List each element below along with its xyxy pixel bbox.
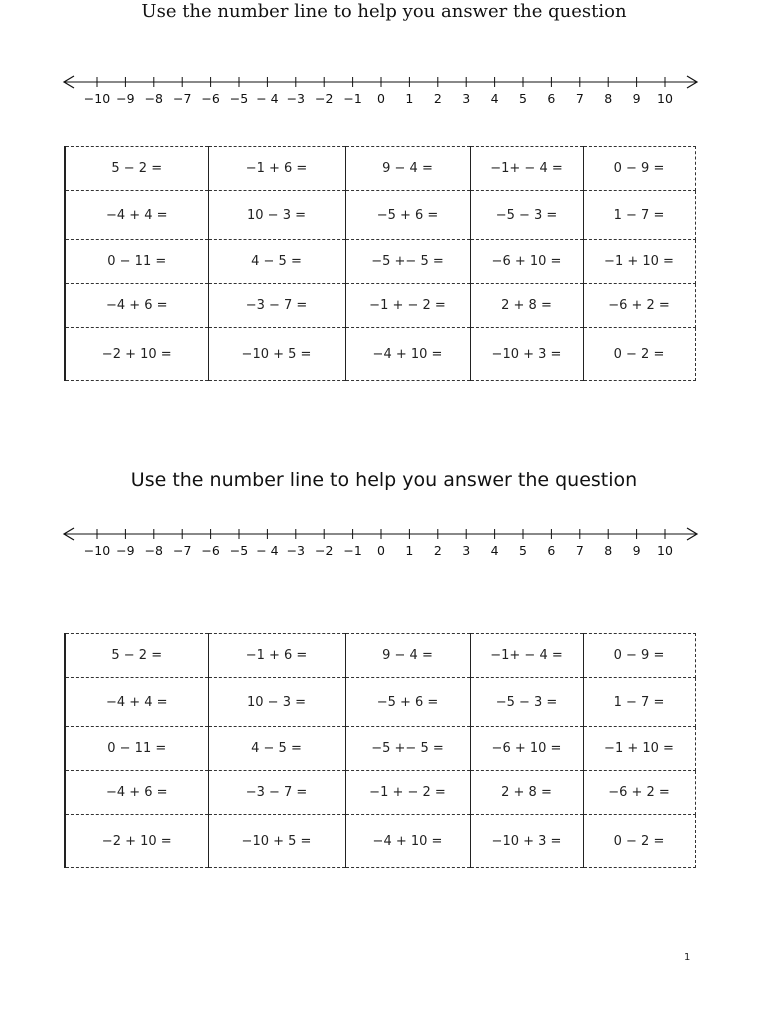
number-line-graphic bbox=[60, 525, 702, 559]
question-cell: 0 − 9 = bbox=[583, 147, 695, 191]
questions-table bbox=[64, 146, 696, 381]
question-cell: −1 + 6 = bbox=[208, 634, 345, 678]
question-cell: −5 − 3 = bbox=[470, 191, 583, 240]
tick-label: 10 bbox=[657, 543, 673, 558]
question-cell: 10 − 3 = bbox=[208, 191, 345, 240]
tick-label: 9 bbox=[632, 543, 641, 558]
question-cell: 5 − 2 = bbox=[65, 147, 208, 191]
tick-label: 2 bbox=[433, 543, 442, 558]
question-cell: 4 − 5 = bbox=[208, 240, 345, 284]
tick-label: 3 bbox=[462, 91, 471, 106]
question-row bbox=[65, 815, 695, 868]
question-cell: −1 + − 2 = bbox=[345, 284, 470, 328]
worksheet-title: Use the number line to help you answer the question bbox=[130, 469, 638, 491]
tick-label: −7 bbox=[172, 91, 192, 106]
question-cell: −10 + 5 = bbox=[208, 328, 345, 381]
tick-label: − 4 bbox=[256, 543, 279, 558]
question-cell: 0 − 2 = bbox=[583, 815, 695, 868]
tick-label: −9 bbox=[116, 543, 135, 558]
question-cell: 10 − 3 = bbox=[208, 678, 345, 727]
question-cell: −1+ − 4 = bbox=[470, 147, 583, 191]
tick-label: −6 bbox=[201, 543, 220, 558]
tick-label: −10 bbox=[83, 543, 111, 558]
question-cell: 5 − 2 = bbox=[65, 634, 208, 678]
question-cell: −2 + 10 = bbox=[65, 815, 208, 868]
tick-label: 7 bbox=[575, 543, 584, 558]
question-cell: −10 + 5 = bbox=[208, 815, 345, 868]
tick-label: −2 bbox=[314, 543, 334, 558]
question-cell: 0 − 11 = bbox=[65, 727, 208, 771]
tick-label: −1 bbox=[343, 91, 362, 106]
tick-label: −3 bbox=[286, 91, 306, 106]
question-cell: −4 + 4 = bbox=[65, 678, 208, 727]
question-cell: 9 − 4 = bbox=[345, 634, 470, 678]
tick-label: 8 bbox=[604, 543, 613, 558]
question-cell: −1 + 6 = bbox=[208, 147, 345, 191]
question-row bbox=[65, 727, 695, 771]
question-cell: −4 + 6 = bbox=[65, 771, 208, 815]
tick-label: 8 bbox=[604, 91, 613, 106]
question-cell: −6 + 2 = bbox=[583, 284, 695, 328]
tick-label: 0 bbox=[377, 543, 385, 558]
question-cell: 9 − 4 = bbox=[345, 147, 470, 191]
question-cell: −5 +− 5 = bbox=[345, 240, 470, 284]
question-cell: 0 − 2 = bbox=[583, 328, 695, 381]
question-cell: −5 − 3 = bbox=[470, 678, 583, 727]
question-row bbox=[65, 284, 695, 328]
question-cell: 4 − 5 = bbox=[208, 727, 345, 771]
tick-label: 7 bbox=[575, 91, 584, 106]
question-cell: −4 + 6 = bbox=[65, 284, 208, 328]
tick-label: 5 bbox=[519, 543, 527, 558]
questions-table bbox=[64, 633, 696, 868]
tick-label: −10 bbox=[83, 91, 111, 106]
question-cell: −5 + 6 = bbox=[345, 191, 470, 240]
number-line-graphic bbox=[60, 73, 702, 107]
question-cell: 2 + 8 = bbox=[470, 771, 583, 815]
question-cell: −1+ − 4 = bbox=[470, 634, 583, 678]
number-line bbox=[60, 73, 702, 107]
question-cell: −4 + 10 = bbox=[345, 328, 470, 381]
question-cell: −3 − 7 = bbox=[208, 284, 345, 328]
tick-label: − 4 bbox=[256, 91, 279, 106]
question-cell: −6 + 2 = bbox=[583, 771, 695, 815]
question-cell: −5 +− 5 = bbox=[345, 727, 470, 771]
question-cell: 0 − 9 = bbox=[583, 634, 695, 678]
tick-label: 0 bbox=[377, 91, 385, 106]
tick-label: 4 bbox=[490, 543, 499, 558]
question-row bbox=[65, 147, 695, 191]
tick-label: 6 bbox=[547, 543, 556, 558]
tick-label: 1 bbox=[405, 91, 414, 106]
question-cell: −3 − 7 = bbox=[208, 771, 345, 815]
worksheet-title: Use the number line to help you answer the question bbox=[141, 1, 627, 22]
number-line bbox=[60, 525, 702, 559]
question-row bbox=[65, 771, 695, 815]
question-row bbox=[65, 240, 695, 284]
question-row bbox=[65, 191, 695, 240]
tick-label: −5 bbox=[229, 91, 249, 106]
question-cell: −5 + 6 = bbox=[345, 678, 470, 727]
question-cell: −10 + 3 = bbox=[470, 815, 583, 868]
question-cell: −4 + 10 = bbox=[345, 815, 470, 868]
tick-label: 4 bbox=[490, 91, 499, 106]
tick-label: −7 bbox=[172, 543, 192, 558]
tick-label: −3 bbox=[286, 543, 306, 558]
tick-label: −9 bbox=[116, 91, 135, 106]
question-cell: −6 + 10 = bbox=[470, 727, 583, 771]
tick-label: −8 bbox=[144, 543, 164, 558]
question-cell: −6 + 10 = bbox=[470, 240, 583, 284]
question-cell: 0 − 11 = bbox=[65, 240, 208, 284]
tick-label: −5 bbox=[229, 543, 249, 558]
question-cell: 2 + 8 = bbox=[470, 284, 583, 328]
question-row bbox=[65, 634, 695, 678]
tick-label: 9 bbox=[632, 91, 641, 106]
question-row bbox=[65, 678, 695, 727]
question-cell: −1 + − 2 = bbox=[345, 771, 470, 815]
page-number: 1 bbox=[684, 952, 691, 963]
question-row bbox=[65, 328, 695, 381]
tick-label: 6 bbox=[547, 91, 556, 106]
tick-label: −6 bbox=[201, 91, 220, 106]
question-cell: −2 + 10 = bbox=[65, 328, 208, 381]
question-cell: −4 + 4 = bbox=[65, 191, 208, 240]
tick-label: 3 bbox=[462, 543, 471, 558]
question-cell: 1 − 7 = bbox=[583, 678, 695, 727]
tick-label: −8 bbox=[144, 91, 164, 106]
question-cell: 1 − 7 = bbox=[583, 191, 695, 240]
question-cell: −1 + 10 = bbox=[583, 240, 695, 284]
tick-label: 2 bbox=[433, 91, 442, 106]
question-cell: −1 + 10 = bbox=[583, 727, 695, 771]
tick-label: −1 bbox=[343, 543, 362, 558]
tick-label: 10 bbox=[657, 91, 673, 106]
tick-label: 1 bbox=[405, 543, 414, 558]
tick-label: −2 bbox=[314, 91, 334, 106]
question-cell: −10 + 3 = bbox=[470, 328, 583, 381]
tick-label: 5 bbox=[519, 91, 527, 106]
